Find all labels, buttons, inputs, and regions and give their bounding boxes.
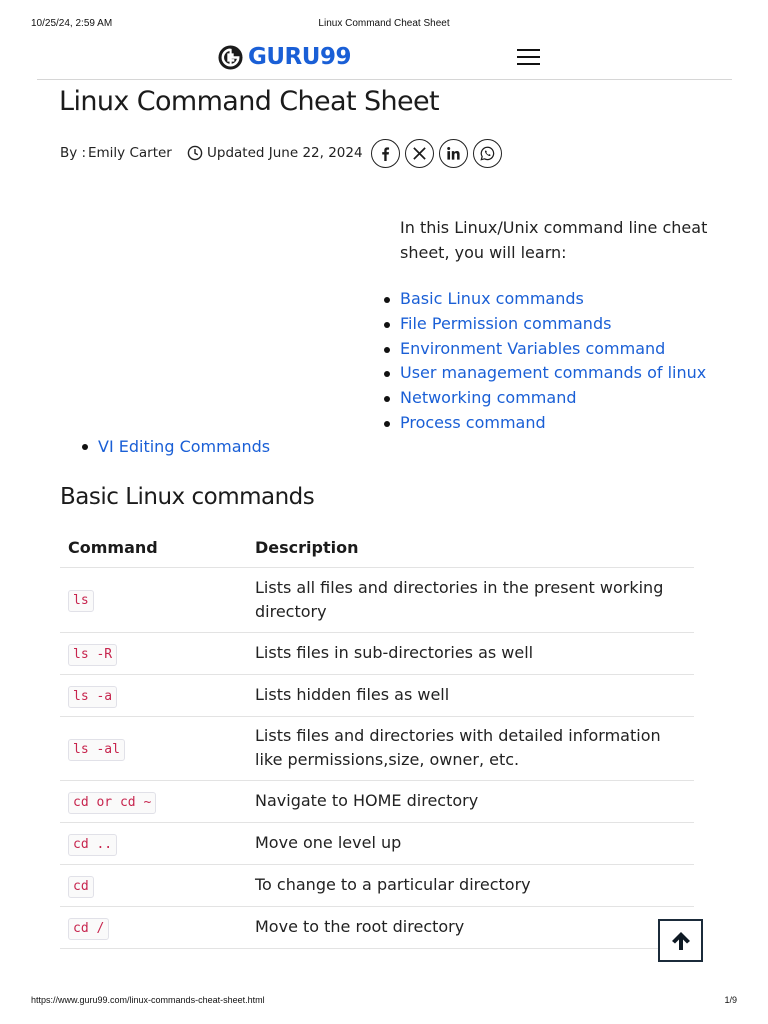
table-row xyxy=(60,674,694,716)
logo-text: GURU99 xyxy=(248,44,351,70)
description-cell: Lists all files and directories in the present working directory xyxy=(246,567,694,632)
description-cell: Move one level up xyxy=(246,822,694,864)
command-code: cd .. xyxy=(68,834,117,856)
table-row xyxy=(60,632,694,674)
command-code: ls xyxy=(68,590,94,612)
intro-text: In this Linux/Unix command line cheat sheet, you will learn: xyxy=(400,218,708,262)
toc-link-basic-linux-commands[interactable]: Basic Linux commands xyxy=(400,289,584,308)
toc-link-vi-editing[interactable]: VI Editing Commands xyxy=(98,437,271,456)
description-cell: Move to the root directory xyxy=(246,906,694,948)
arrow-up-icon xyxy=(669,929,693,953)
command-code: cd or cd ~ xyxy=(68,792,156,814)
command-code: cd / xyxy=(68,918,109,940)
command-code: ls -R xyxy=(68,644,117,666)
print-footer xyxy=(0,995,768,1007)
facebook-icon xyxy=(378,146,393,161)
description-cell: Lists hidden files as well xyxy=(246,674,694,716)
command-cell xyxy=(60,674,246,716)
toc-item xyxy=(98,434,270,459)
command-code: ls -al xyxy=(68,739,125,761)
back-to-top-button[interactable] xyxy=(658,919,703,962)
toc-link-process[interactable]: Process command xyxy=(400,412,546,432)
print-url: https://www.guru99.com/linux-commands-cheat-sheet.html xyxy=(31,995,265,1005)
toc-link-user-management[interactable]: User management commands of linux xyxy=(400,363,707,383)
print-page-number: 1/9 xyxy=(724,995,737,1005)
hamburger-menu-icon[interactable] xyxy=(517,48,541,66)
command-cell xyxy=(60,780,246,822)
toc-item xyxy=(400,361,740,386)
description-cell: To change to a particular directory xyxy=(246,864,694,906)
site-header xyxy=(37,40,732,80)
page-title: Linux Command Cheat Sheet xyxy=(59,86,440,117)
print-timestamp: 10/25/24, 2:59 AM xyxy=(31,18,113,29)
table-row xyxy=(60,822,694,864)
toc-item xyxy=(400,287,740,312)
table-row xyxy=(60,567,694,632)
whatsapp-icon xyxy=(480,146,495,161)
clock-icon xyxy=(187,145,203,161)
table-row xyxy=(60,716,694,780)
toc-item xyxy=(400,312,740,337)
print-header xyxy=(0,18,768,30)
share-facebook-button[interactable] xyxy=(371,139,400,168)
toc-item xyxy=(400,386,740,411)
command-code: cd xyxy=(68,876,94,898)
description-cell: Navigate to HOME directory xyxy=(246,780,694,822)
table-row xyxy=(60,864,694,906)
commands-table xyxy=(60,528,694,949)
share-x-button[interactable] xyxy=(405,139,434,168)
site-logo[interactable] xyxy=(218,43,351,71)
share-linkedin-button[interactable] xyxy=(439,139,468,168)
command-cell xyxy=(60,632,246,674)
x-icon xyxy=(412,146,427,161)
table-row xyxy=(60,780,694,822)
command-cell xyxy=(60,716,246,780)
by-label: By : xyxy=(60,145,87,161)
table-row xyxy=(60,906,694,948)
description-cell: Lists files and directories with detailed information like permissions,size, owner, etc. xyxy=(246,716,694,780)
toc-link-file-permission-commands[interactable]: File Permission commands xyxy=(400,313,612,333)
author-link[interactable]: Emily Carter xyxy=(88,145,172,161)
command-cell xyxy=(60,864,246,906)
guru99-logo-icon xyxy=(218,45,243,70)
section-heading-basic-linux-commands: Basic Linux commands xyxy=(60,484,315,510)
command-code: ls -a xyxy=(68,686,117,708)
description-cell: Lists files in sub-directories as well xyxy=(246,632,694,674)
table-header-row xyxy=(60,528,694,567)
column-header-description: Description xyxy=(246,528,694,567)
command-cell xyxy=(60,822,246,864)
toc-list xyxy=(400,287,740,436)
toc-item xyxy=(400,411,740,436)
updated-date: Updated June 22, 2024 xyxy=(207,145,363,161)
linkedin-icon xyxy=(446,146,461,161)
toc-link-environment-variables[interactable]: Environment Variables command xyxy=(400,338,666,358)
toc-link-networking[interactable]: Networking command xyxy=(400,388,577,408)
toc-item xyxy=(400,337,740,362)
share-whatsapp-button[interactable] xyxy=(473,139,502,168)
column-header-command: Command xyxy=(60,528,246,567)
print-doc-title: Linux Command Cheat Sheet xyxy=(318,18,450,29)
command-cell xyxy=(60,906,246,948)
toc-list-continued xyxy=(98,434,270,459)
command-cell xyxy=(60,567,246,632)
